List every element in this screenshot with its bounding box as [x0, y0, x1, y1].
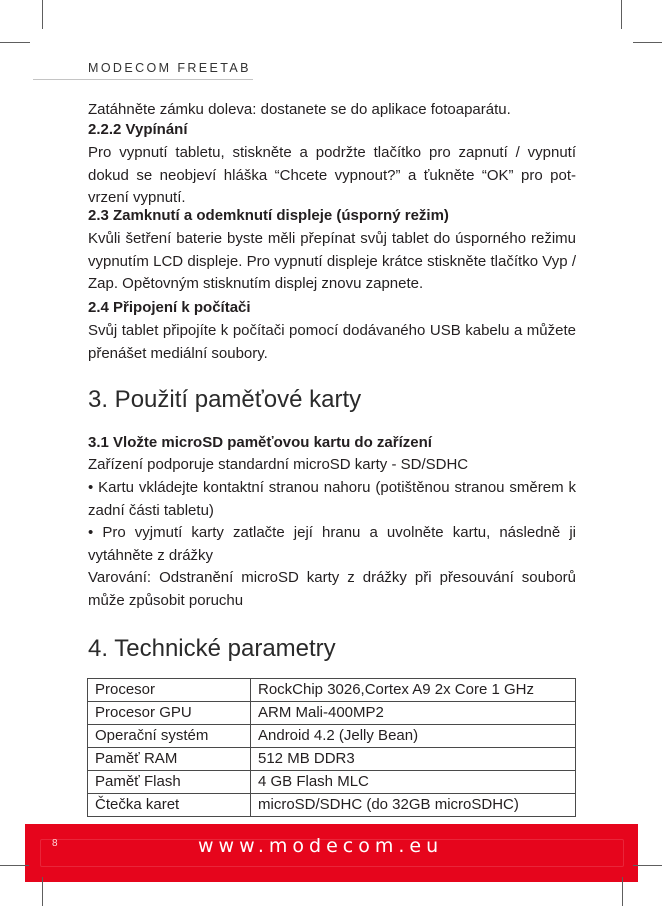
table-row — [88, 679, 576, 702]
paragraph-lock-screen: Kvůli šetření baterie byste měli přepínat svůj tablet do úsporného režimu vypnutím LCD displeje. Pro vypnutí displeje krátce stiskněte tlačítko Vyp / Zap. Opětovným stisknutím displej znovu zapnete. — [88, 230, 576, 292]
paragraph-pc-connection: Svůj tablet připojíte k počítači pomocí dodávaného USB kabelu a můžete přenášet mediální soubory. — [88, 322, 576, 362]
spec-value: RockChip 3026,Cortex A9 2x Core 1 GHz — [251, 679, 576, 702]
table-row — [88, 702, 576, 725]
footer-band — [25, 824, 638, 882]
subsection-heading-2-3: 2.3 Zamknutí a odemknutí displeje (úsporný režim) — [88, 207, 449, 224]
table-row — [88, 748, 576, 771]
section-title-memory-card: 3. Použití paměťové karty — [88, 386, 362, 413]
table-row — [88, 794, 576, 817]
spec-value: microSD/SDHC (do 32GB microSDHC) — [251, 794, 576, 817]
warning-paragraph: Varování: Odstranění microSD karty z drážky při přesouvání souborů může způsobit poruchu — [88, 569, 576, 609]
spec-label: Paměť Flash — [88, 771, 251, 794]
intro-paragraph: Zatáhněte zámku doleva: dostanete se do aplikace fotoaparátu. — [88, 101, 511, 118]
crop-mark-bottom-left-vertical — [42, 877, 43, 906]
spec-label: Procesor — [88, 679, 251, 702]
bullet-insert-card: • Kartu vkládejte kontaktní stranou nahoru (potištěnou stranou směrem k zadní části tabletu) — [88, 479, 576, 519]
subsection-heading-2-2-2: 2.2.2 Vypínání — [88, 121, 188, 138]
spec-label: Čtečka karet — [88, 794, 251, 817]
page-number: 8 — [52, 838, 58, 849]
crop-mark-top-right-vertical — [621, 0, 622, 29]
running-header: MODECOM FREETAB — [88, 61, 251, 75]
paragraph-power-off: Pro vypnutí tabletu, stiskněte a podržte tlačítko pro zapnutí / vypnutí dokud se neobjeví hláška “Chcete vypnout?” a ťukněte “OK” pro pot-vrzení vypnutí. — [88, 144, 576, 206]
spec-label: Procesor GPU — [88, 702, 251, 725]
footer-website-url: www.modecom.eu — [198, 835, 444, 857]
spec-value: 4 GB Flash MLC — [251, 771, 576, 794]
specs-table — [87, 678, 576, 817]
subsection-heading-2-4: 2.4 Připojení k počítači — [88, 299, 251, 316]
spec-value: ARM Mali-400MP2 — [251, 702, 576, 725]
spec-value: Android 4.2 (Jelly Bean) — [251, 725, 576, 748]
crop-mark-bottom-right-horizontal — [633, 865, 662, 866]
header-divider — [33, 79, 253, 80]
paragraph-card-support: Zařízení podporuje standardní microSD karty - SD/SDHC — [88, 456, 469, 473]
crop-mark-top-left-vertical — [42, 0, 43, 29]
crop-mark-bottom-right-vertical — [622, 877, 623, 906]
subsection-heading-3-1: 3.1 Vložte microSD paměťovou kartu do zařízení — [88, 434, 432, 451]
spec-label: Paměť RAM — [88, 748, 251, 771]
section-title-tech-specs: 4. Technické parametry — [88, 635, 336, 662]
crop-mark-bottom-left-horizontal — [0, 865, 29, 866]
spec-label: Operační systém — [88, 725, 251, 748]
spec-value: 512 MB DDR3 — [251, 748, 576, 771]
crop-mark-top-right-horizontal — [633, 42, 662, 43]
table-row — [88, 771, 576, 794]
table-row — [88, 725, 576, 748]
bullet-remove-card: • Pro vyjmutí karty zatlačte její hranu a uvolněte kartu, následně ji vytáhněte z drážky — [88, 524, 576, 564]
crop-mark-top-left-horizontal — [0, 42, 30, 43]
